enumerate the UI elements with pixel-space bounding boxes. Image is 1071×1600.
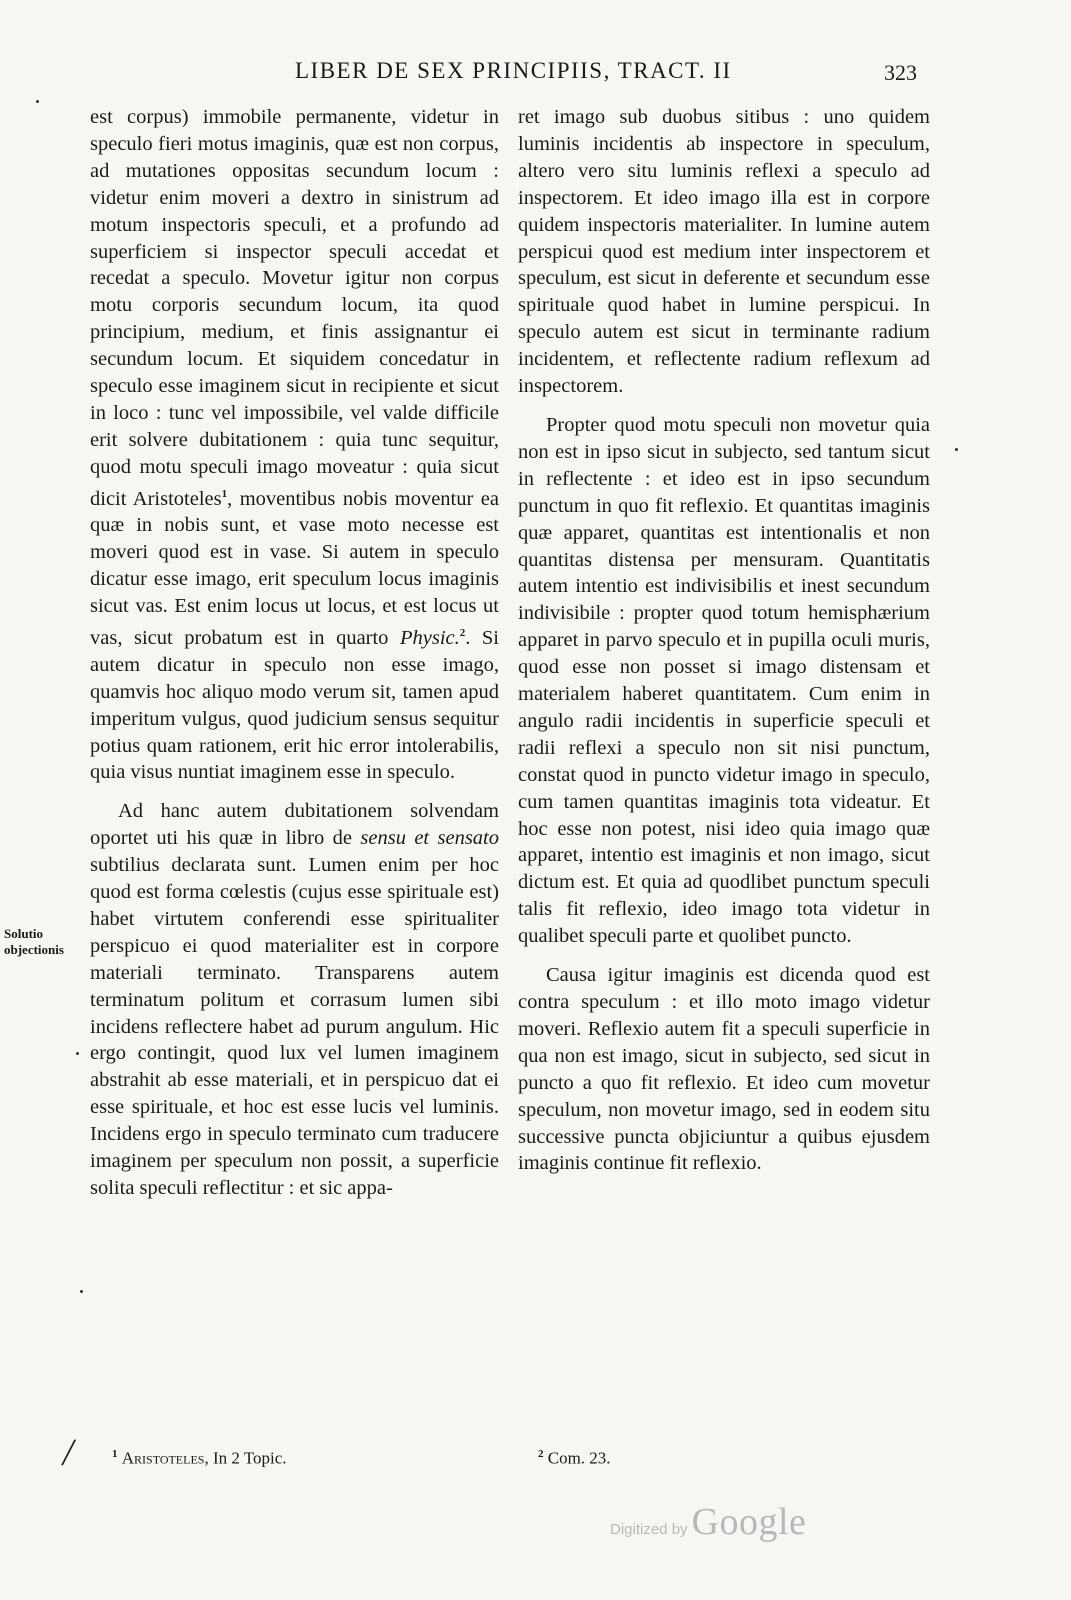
right-paragraph-1: ret imago sub duobus sitibus : uno quidem luminis incidentis ab inspectore in speculum, altero vero situ luminis reflexi a speculo ad inspectorem. Et ideo imago illa est in corpore quidem inspectoris materialiter. In lumine autem perspicui quod est medium inter inspectorem et speculum, est sicut in deferente et secundum esse spirituale quod habet in lumine perspicui. In speculo autem est sicut in terminante radium incidentem, et reflectente radium reflexum ad inspectorem. bbox=[518, 106, 930, 398]
left-column bbox=[90, 104, 499, 1202]
ink-speck-icon bbox=[36, 100, 39, 103]
footnote-1 bbox=[112, 1448, 287, 1469]
google-logo: Google bbox=[691, 1501, 807, 1543]
text-run: . Si autem dicatur in speculo non esse imago, quamvis hoc aliquo modo verum sit, tamen apud imperitum vulgus, quod judicium sensus sequitur potius quam rationem, erit hic error intolerabilis, quia visus nuntiat imaginem esse in speculo. bbox=[90, 626, 499, 784]
text-run: , moventibus nobis moventur ea quæ in nobis sunt, et vase moto necesse est moveri quod est in vase. Si autem in speculo dicatur esse imago, erit speculum locus imaginis sicut vas. Est enim locus ut locus, et est locus ut vas, sicut probatum est in quarto bbox=[90, 487, 499, 649]
left-paragraph-1 bbox=[90, 104, 499, 786]
right-column bbox=[518, 104, 930, 1177]
text-run: Ad hanc autem dubitationem solvendam oportet uti his quæ in libro de bbox=[90, 800, 499, 850]
footnote-2 bbox=[538, 1448, 611, 1469]
footnote-text: , In 2 Topic. bbox=[204, 1448, 287, 1468]
watermark-caption: Digitized by bbox=[610, 1521, 688, 1538]
text-run: subtilius declarata sunt. Lumen enim per hoc quod est forma cœlestis (cujus esse spirituale est) habet virtutem conferendi esse spiritualiter perspicuo ei quod materialiter est in corpore materiali terminato. Transparens autem terminatum politum et corrasum lumen sibi incidens reflectere habet ad purum angulum. Hic ergo contingit, quod lux vel lumen imaginem abstrahit ab esse materiali, et in perspicuo dat ei esse spirituale, et hoc est esse lucis vel luminis. Incidens ergo in speculo terminato cum traducere imaginem per speculum non possit, a superficie solita speculi reflectitur : et sic appa- bbox=[90, 854, 499, 1199]
digitized-watermark bbox=[610, 1500, 806, 1544]
footnote-mark: 1 bbox=[112, 1448, 118, 1460]
footnote-ref-2: 2 bbox=[459, 627, 466, 640]
right-paragraph-3: Causa igitur imaginis est dicenda quod est contra speculum : et illo moto imago videtur moveri. Reflexio autem fit a speculi superficie in qua non est imago, sicut in subjecto, sed sicut in puncto a quo fit reflexio. Et ideo cum movetur speculum, non movetur imago, sed in eodem situ successive puncta objiciuntur a quibus ejusdem imaginis continue fit reflexio. bbox=[518, 964, 930, 1175]
pen-mark-icon: ╱ bbox=[62, 1440, 76, 1465]
footnote-text: Com. 23. bbox=[547, 1448, 611, 1468]
right-paragraph-2: Propter quod motu speculi non movetur quia non est in ipso sicut in subjecto, sed tantum sicut in reflectente : et ideo est in ipso secundum punctum in quo fit reflexio. Et quantitas imaginis quæ apparet, quantitas est intentionalis et non quantitas distensa per mensuram. Quantitatis autem intentio est indivisibilis et inest secundum indivisibile : propter quod totum hemisphærium apparet in parvo speculo et in pupilla oculi muris, quod esse non posset si imago distensam et materialem haberet quantitatem. Cum enim in angulo radii incidentis in superficie speculi et radii reflexi a speculo non sit nisi punctum, constat quod in puncto videtur imago in speculo, cum tamen quantitas imaginis tota videatur. Et hoc esse non potest, nisi ideo quia imago quæ apparet, intentio est imaginis et non imago, sicut dictum est. Et quia ad quodlibet punctum speculi talis fit reflexio, ideo imago tota videtur in qualibet speculi parte et quolibet puncto. bbox=[518, 413, 930, 948]
book-reference: sensu et sensato bbox=[360, 827, 499, 850]
book-reference: Physic. bbox=[399, 626, 460, 649]
ink-speck-icon bbox=[76, 1052, 79, 1055]
text-run: est corpus) immobile permanente, videtur in speculo fieri motus imaginis, quæ est non corpus, ad mutationes oppositas secundum locum : videtur enim moveri a dextro in sinistrum ad motum inspectoris speculi, et a profundo ad superficiem si inspector speculi accedat et recedat a speculo. Movetur igitur non corpus motu corporis secundum locum, ita quod principium, medium, et finis assignantur ei secundum locum. Et siquidem concedatur in speculo esse imaginem sicut in recipiente et sicut in loco : tunc vel impossibile, vel valde difficile erit solvere dubitationem : quia tunc sequitur, quod motu speculi imago moveatur : quia sicut dicit Aristoteles bbox=[90, 106, 499, 510]
ink-speck-icon bbox=[80, 1290, 83, 1293]
footnote-mark: 2 bbox=[538, 1448, 544, 1460]
ink-speck-icon bbox=[955, 448, 958, 451]
header-title: LIBER DE SEX PRINCIPIIS, TRACT. II bbox=[295, 58, 732, 83]
footnote-ref-1: 1 bbox=[221, 487, 228, 500]
margin-note: Solutio objectionis bbox=[4, 926, 64, 957]
left-paragraph-2 bbox=[90, 798, 499, 1202]
page-number: 323 bbox=[884, 60, 917, 85]
footnote-author: Aristoteles bbox=[121, 1448, 205, 1468]
